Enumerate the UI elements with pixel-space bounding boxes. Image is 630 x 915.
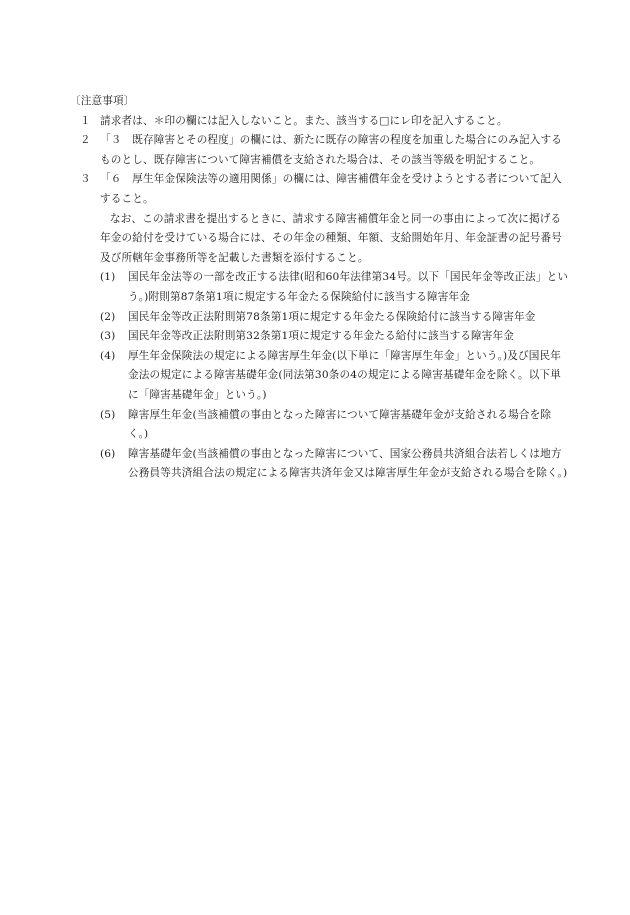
pension-item-1 xyxy=(70,268,570,307)
pension-item-number: (3) xyxy=(100,330,116,343)
note-item-1 xyxy=(70,112,570,132)
pension-item-text: 厚生年金保険法の規定による障害厚生年金(以下単に「障害厚生年金」という。)及び国民年金法の規定による障害基礎年金(同法第30条の4の規定による障害基礎年金を除く。以下単に「障害基礎年金」という。) xyxy=(128,349,562,401)
pension-item-number: (5) xyxy=(100,408,116,421)
pension-item-number: (4) xyxy=(100,349,116,362)
note-item-2 xyxy=(70,131,570,170)
note-item-3 xyxy=(70,170,570,209)
pension-item-6 xyxy=(70,445,570,484)
pension-item-text: 国民年金等改正法附則第78条第1項に規定する年金たる保険給付に該当する障害年金 xyxy=(128,310,536,323)
notes-heading: 〔注意事項〕 xyxy=(70,95,135,107)
pension-item-text: 障害厚生年金(当該補償の事由となった障害について障害基礎年金が支給される場合を除く。) xyxy=(128,408,552,441)
note-item-text: 「６ 厚生年金保険法等の適用関係」の欄には、障害補償年金を受けようとする者について記入すること。 xyxy=(100,173,562,205)
pension-item-number: (1) xyxy=(100,271,116,284)
pension-item-number: (2) xyxy=(100,310,116,323)
pension-item-5 xyxy=(70,406,570,445)
pension-item-3 xyxy=(70,327,570,347)
note-item-number: １ xyxy=(80,114,91,127)
note-paragraph: なお、この請求書を提出するときに、請求する障害補償年金と同一の事由によって次に掲げる年金の給付を受けている場合には、その年金の種類、年額、支給開始年月、年金証書の記号番号及び所轄年金事務所等を記載した書類を添付すること。 xyxy=(100,212,562,264)
pension-item-text: 障害基礎年金(当該補償の事由となった障害について、国家公務員共済組合法若しくは地方公務員等共済組合法の規定による障害共済年金又は障害厚生年金が支給される場合を除く。) xyxy=(128,447,568,480)
pension-item-text: 国民年金等改正法附則第32条第1項に規定する年金たる給付に該当する障害年金 xyxy=(128,330,514,343)
pension-item-number: (6) xyxy=(100,447,116,460)
pension-item-4 xyxy=(70,347,570,406)
notes-section xyxy=(70,92,570,484)
note-item-text: 「３ 既存障害とその程度」の欄には、新たに既存の障害の程度を加重した場合にのみ記入するものとし、既存障害について障害補償を支給された場合は、その該当等級を明記すること。 xyxy=(100,134,562,166)
note-item-number: ３ xyxy=(80,173,91,186)
pension-item-text: 国民年金法等の一部を改正する法律(昭和60年法律第34号。以下「国民年金等改正法」という。)附則第87条第1項に規定する年金たる保険給付に該当する障害年金 xyxy=(128,271,569,303)
pension-item-2 xyxy=(70,308,570,328)
note-item-number: ２ xyxy=(80,134,91,147)
note-item-text: 請求者は、＊印の欄には記入しないこと。また、該当する□にレ印を記入すること。 xyxy=(100,114,508,127)
